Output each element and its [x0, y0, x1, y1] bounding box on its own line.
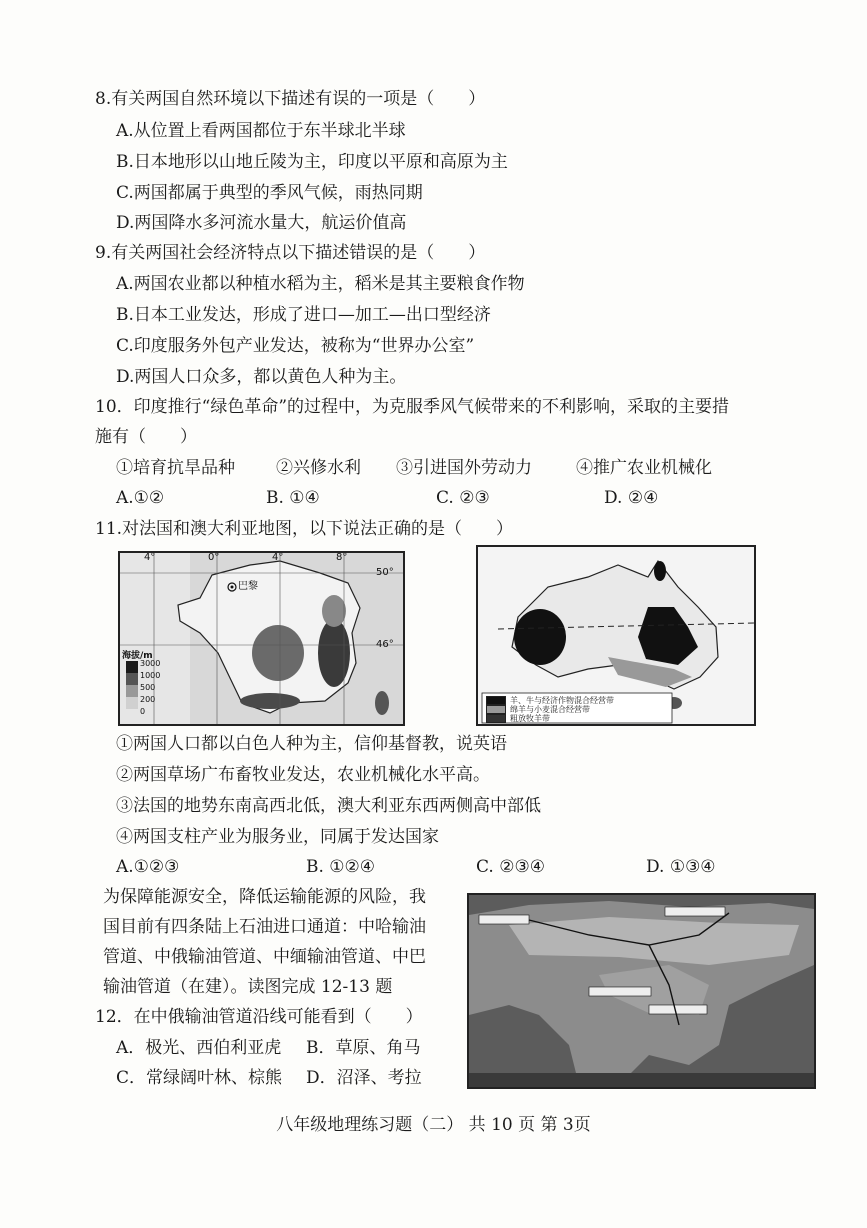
- q10-measure-1: ①培育抗旱品种: [116, 458, 235, 478]
- q11-stem: 11.对法国和澳大利亚地图，以下说法正确的是（ ）: [95, 519, 514, 539]
- q12-stem: 12．在中俄输油管道沿线可能看到（ ）: [95, 1007, 423, 1027]
- elevation-legend-500: 500: [140, 683, 156, 692]
- france-lon-label-3: 4°: [272, 552, 284, 563]
- q8-stem: 8.有关两国自然环境以下描述有误的一项是（ ）: [95, 89, 486, 109]
- elevation-legend-0: 0: [140, 707, 146, 716]
- pipeline-map-graphic: [469, 895, 814, 1087]
- france-lon-label-2: 0°: [208, 552, 220, 563]
- q12-option-a: A．极光、西伯利亚虎: [116, 1038, 282, 1058]
- q12-option-c: C．常绿阔叶林、棕熊: [116, 1068, 283, 1088]
- q12-option-b: B．草原、角马: [306, 1038, 421, 1058]
- france-lon-label-4: 8°: [336, 552, 348, 563]
- oil-pipeline-map: [467, 893, 816, 1089]
- q9-option-b: B.日本工业发达，形成了进口—加工—出口型经济: [116, 305, 491, 325]
- elevation-legend-3000: 3000: [140, 659, 161, 668]
- france-lon-label-1: 4°: [144, 552, 156, 563]
- q10-answer-b: B. ①④: [266, 488, 320, 508]
- australia-agriculture-map: [476, 545, 756, 726]
- q10-stem-line1: 10．印度推行“绿色革命”的过程中，为克服季风气候带来的不利影响，采取的主要措: [95, 397, 730, 417]
- q10-answer-a: A.①②: [116, 488, 165, 508]
- elevation-legend-1000: 1000: [140, 671, 161, 680]
- intro-line-4: 输油管道（在建）。读图完成 12-13 题: [103, 977, 393, 997]
- q8-option-a: A.从位置上看两国都位于东半球北半球: [116, 121, 406, 141]
- q11-statement-2: ②两国草场广布畜牧业发达，农业机械化水平高。: [116, 765, 490, 785]
- legend-label-extensive-sheep: 粗放牧羊带: [510, 714, 550, 723]
- q11-statement-4: ④两国支柱产业为服务业，同属于发达国家: [116, 827, 439, 847]
- legend-label-mixed-cattle: 羊、牛与经济作物混合经营带: [510, 696, 614, 705]
- q11-answer-b: B. ①②④: [306, 857, 376, 877]
- q11-statement-3: ③法国的地势东南高西北低，澳大利亚东西两侧高中部低: [116, 796, 541, 816]
- france-lat-label-46: 46°: [376, 639, 394, 650]
- q10-measure-2: ②兴修水利: [276, 458, 361, 478]
- q11-answer-d: D. ①③④: [646, 857, 716, 877]
- legend-label-sheep-wheat: 绵羊与小麦混合经营带: [510, 705, 590, 714]
- paris-label: 巴黎: [238, 581, 258, 592]
- q8-option-b: B.日本地形以山地丘陵为主，印度以平原和高原为主: [116, 152, 508, 172]
- q12-option-d: D．沼泽、考拉: [306, 1068, 422, 1088]
- france-relief-map: [118, 551, 405, 726]
- q11-statement-1: ①两国人口都以白色人种为主，信仰基督教，说英语: [116, 734, 507, 754]
- q10-stem-line2: 施有（ ）: [95, 427, 197, 447]
- intro-line-1: 为保障能源安全，降低运输能源的风险，我: [103, 887, 426, 907]
- elevation-legend-200: 200: [140, 695, 156, 704]
- q10-measure-4: ④推广农业机械化: [576, 458, 712, 478]
- q11-answer-c: C. ②③④: [476, 857, 545, 877]
- france-lat-label-50: 50°: [376, 567, 394, 578]
- australia-legend-row-3: [486, 713, 550, 724]
- intro-line-3: 管道、中俄输油管道、中缅输油管道、中巴: [103, 947, 426, 967]
- legend-swatch-extensive-sheep: [486, 714, 506, 723]
- elevation-legend-title: 海拔/m: [122, 651, 153, 661]
- france-map-graphic: [120, 553, 403, 724]
- q9-option-c: C.印度服务外包产业发达，被称为“世界办公室”: [116, 336, 475, 356]
- page-footer: 八年级地理练习题（二） 共 10 页 第 3页: [276, 1115, 591, 1135]
- q11-answer-a: A.①②③: [116, 857, 180, 877]
- q10-answer-c: C. ②③: [436, 488, 490, 508]
- q9-option-a: A.两国农业都以种植水稻为主，稻米是其主要粮食作物: [116, 274, 525, 294]
- q9-stem: 9.有关两国社会经济特点以下描述错误的是（ ）: [95, 243, 486, 263]
- q10-measure-3: ③引进国外劳动力: [396, 458, 532, 478]
- intro-line-2: 国目前有四条陆上石油进口通道：中哈输油: [103, 917, 426, 937]
- q9-option-d: D.两国人口众多，都以黄色人种为主。: [116, 367, 407, 387]
- q10-answer-d: D. ②④: [604, 488, 659, 508]
- q8-option-c: C.两国都属于典型的季风气候，雨热同期: [116, 183, 423, 203]
- q8-option-d: D.两国降水多河流水量大，航运价值高: [116, 213, 407, 233]
